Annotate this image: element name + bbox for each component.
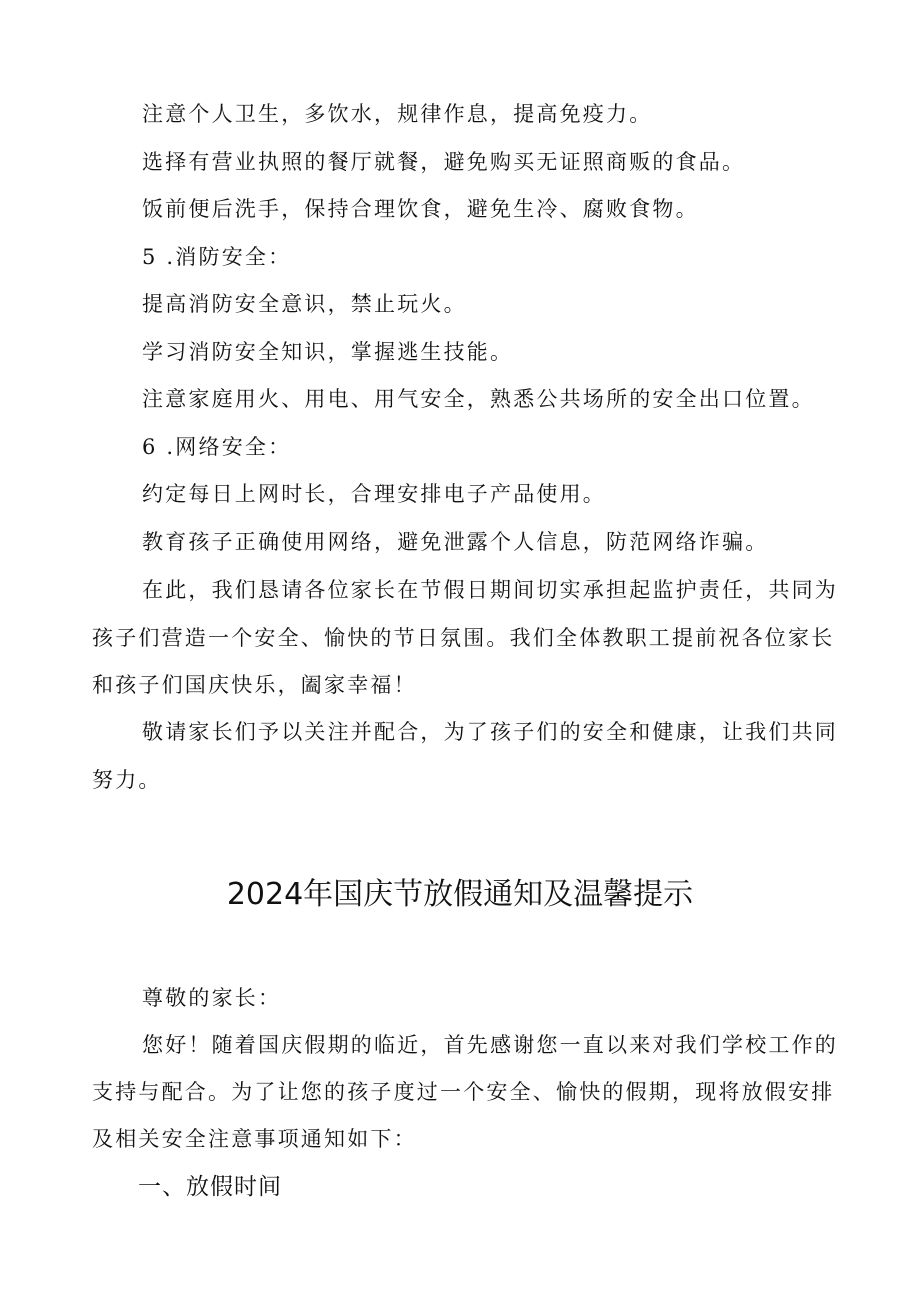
hygiene-item-3: 饭前便后洗手，保持合理饮食，避免生冷、腐败食物。: [142, 197, 699, 221]
closing-paragraph-line-2: 孩子们营造一个安全、愉快的节日氛围。我们全体教职工提前祝各位家长: [92, 626, 835, 650]
closing-paragraph-line-1: 在此，我们恳请各位家长在节假日期间切实承担起监护责任，共同为: [142, 578, 838, 602]
hygiene-item-2: 选择有营业执照的餐厅就餐，避免购买无证照商贩的食品。: [142, 150, 746, 174]
fire-safety-heading: 5 .消防安全：: [142, 245, 292, 269]
fire-safety-item-1: 提高消防安全意识，禁止玩火。: [142, 292, 467, 316]
closing-paragraph-line-3: 和孩子们国庆快乐，阖家幸福！: [92, 673, 417, 697]
section-heading-holiday-time: 一、放假时间: [138, 1174, 282, 1200]
fire-safety-item-3: 注意家庭用火、用电、用气安全，熟悉公共场所的安全出口位置。: [142, 387, 815, 411]
notice-title: 2024年国庆节放假通知及温馨提示: [226, 877, 694, 912]
intro-line-3: 及相关安全注意事项通知如下：: [92, 1127, 417, 1151]
request-paragraph-line-2: 努力。: [92, 768, 162, 792]
request-paragraph-line-1: 敬请家长们予以关注并配合，为了孩子们的安全和健康，让我们共同: [142, 720, 838, 744]
internet-safety-heading: 6 .网络安全：: [142, 435, 292, 459]
intro-line-2: 支持与配合。为了让您的孩子度过一个安全、愉快的假期，现将放假安排: [92, 1080, 835, 1104]
intro-line-1: 您好！随着国庆假期的临近，首先感谢您一直以来对我们学校工作的: [142, 1033, 838, 1057]
hygiene-item-1: 注意个人卫生，多饮水，规律作息，提高免疫力。: [142, 102, 653, 126]
salutation: 尊敬的家长：: [142, 986, 282, 1010]
internet-safety-item-1: 约定每日上网时长，合理安排电子产品使用。: [142, 482, 606, 506]
fire-safety-item-2: 学习消防安全知识，掌握逃生技能。: [142, 340, 514, 364]
internet-safety-item-2: 教育孩子正确使用网络，避免泄露个人信息，防范网络诈骗。: [142, 530, 769, 554]
